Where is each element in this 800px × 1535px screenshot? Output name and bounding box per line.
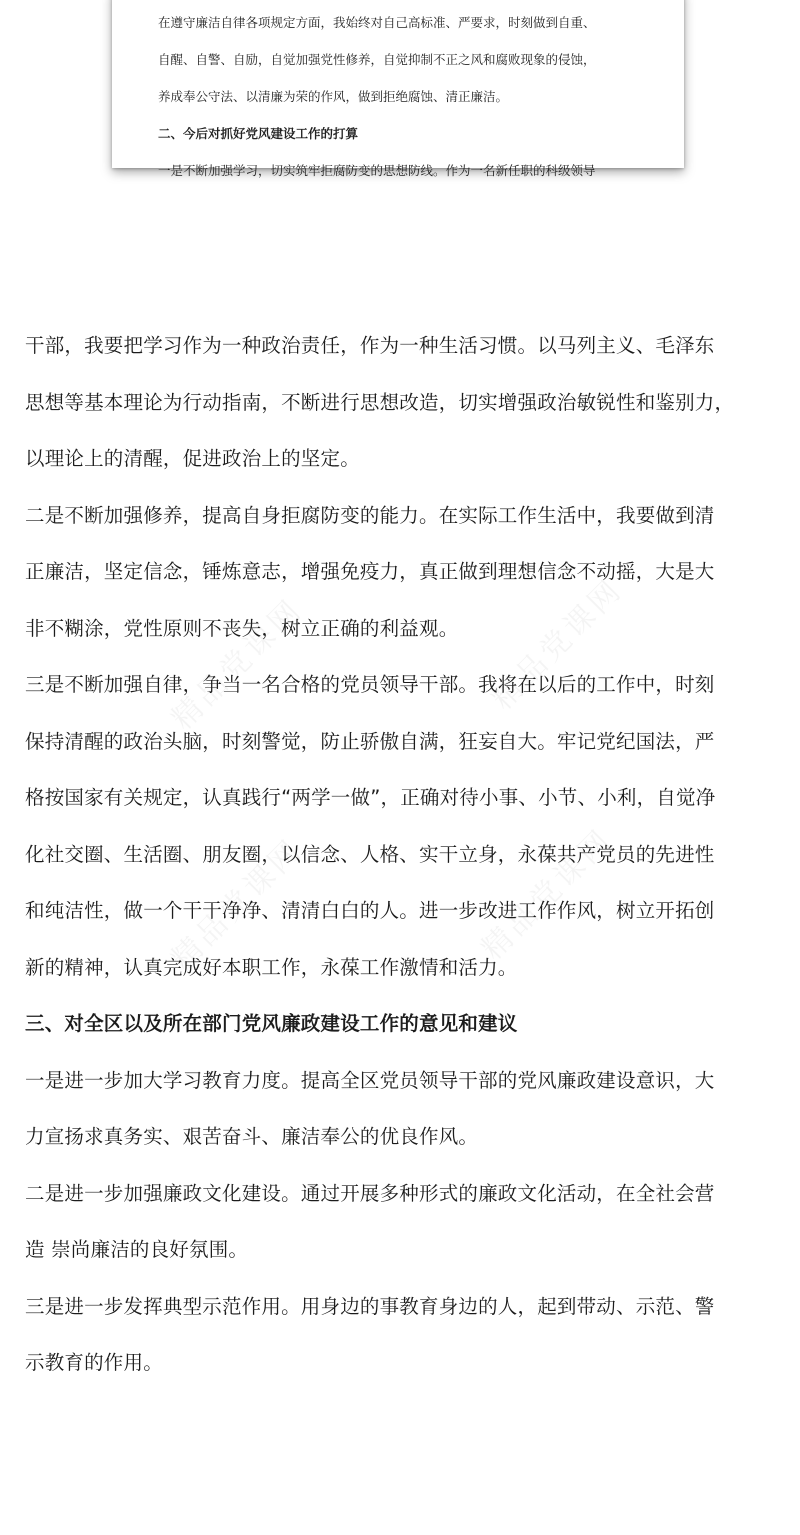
- body-line: 和纯洁性，做一个干干净净、清清白白的人。进一步改进工作作风，树立开拓创: [25, 899, 715, 922]
- body-line: 以理论上的清醒，促进政治上的坚定。: [25, 447, 360, 470]
- body-line: 干部，我要把学习作为一种政治责任，作为一种生活习惯。以马列主义、毛泽东: [25, 334, 715, 357]
- body-line: 格按国家有关规定，认真践行“两学一做”，正确对待小事、小节、小利，自觉净: [25, 786, 716, 809]
- preview-text-block: [158, 4, 658, 189]
- preview-line: 养成奉公守法、以清廉为荣的作风，做到拒绝腐蚀、清正廉洁。: [158, 89, 509, 104]
- body-line: 二是进一步加强廉政文化建设。通过开展多种形式的廉政文化活动，在全社会营: [25, 1181, 715, 1205]
- body-line: 示教育的作用。: [25, 1351, 163, 1374]
- body-line: 造 崇尚廉洁的良好氛围。: [25, 1238, 249, 1261]
- preview-line: 一是不断加强学习，切实筑牢拒腐防变的思想防线。作为一名新任职的科级领导: [158, 163, 596, 178]
- body-line: 三是不断加强自律，争当一名合格的党员领导干部。我将在以后的工作中，时刻: [25, 673, 715, 696]
- body-line: 正廉洁，坚定信念，锤炼意志，增强免疫力，真正做到理想信念不动摇，大是大: [25, 560, 715, 583]
- body-line: 一是进一步加大学习教育力度。提高全区党员领导干部的党风廉政建设意识，大: [25, 1068, 715, 1092]
- body-line: 二是不断加强修养，提高自身拒腐防变的能力。在实际工作生活中，我要做到清: [25, 503, 715, 527]
- body-line: 三是进一步发挥典型示范作用。用身边的事教育身边的人，起到带动、示范、警: [25, 1294, 715, 1318]
- body-line: 非不糊涂，党性原则不丧失，树立正确的利益观。: [25, 616, 459, 640]
- body-line: 保持清醒的政治头脑，时刻警觉，防止骄傲自满，狂妄自大。牢记党纪国法，严: [25, 729, 715, 753]
- section-heading: 三、对全区以及所在部门党风廉政建设工作的意见和建议: [25, 1012, 518, 1035]
- document-body: [25, 318, 785, 1392]
- preview-line: 在遵守廉洁自律各项规定方面，我始终对自己高标准、严要求，时刻做到自重、: [158, 15, 596, 30]
- preview-line: 自醒、自警、自励，自觉加强党性修养，自觉抑制不正之风和腐败现象的侵蚀，: [158, 52, 596, 67]
- body-line: 思想等基本理论为行动指南，不断进行思想改造，切实增强政治敏锐性和鉴别力，: [25, 390, 735, 414]
- body-line: 力宣扬求真务实、艰苦奋斗、廉洁奉公的优良作风。: [25, 1125, 479, 1148]
- preview-section-heading: 二、今后对抓好党风建设工作的打算: [158, 126, 359, 141]
- document-preview-card: [112, 0, 684, 178]
- body-line: 新的精神，认真完成好本职工作，永葆工作激情和活力。: [25, 955, 518, 979]
- body-line: 化社交圈、生活圈、朋友圈，以信念、人格、实干立身，永葆共产党员的先进性: [25, 842, 715, 866]
